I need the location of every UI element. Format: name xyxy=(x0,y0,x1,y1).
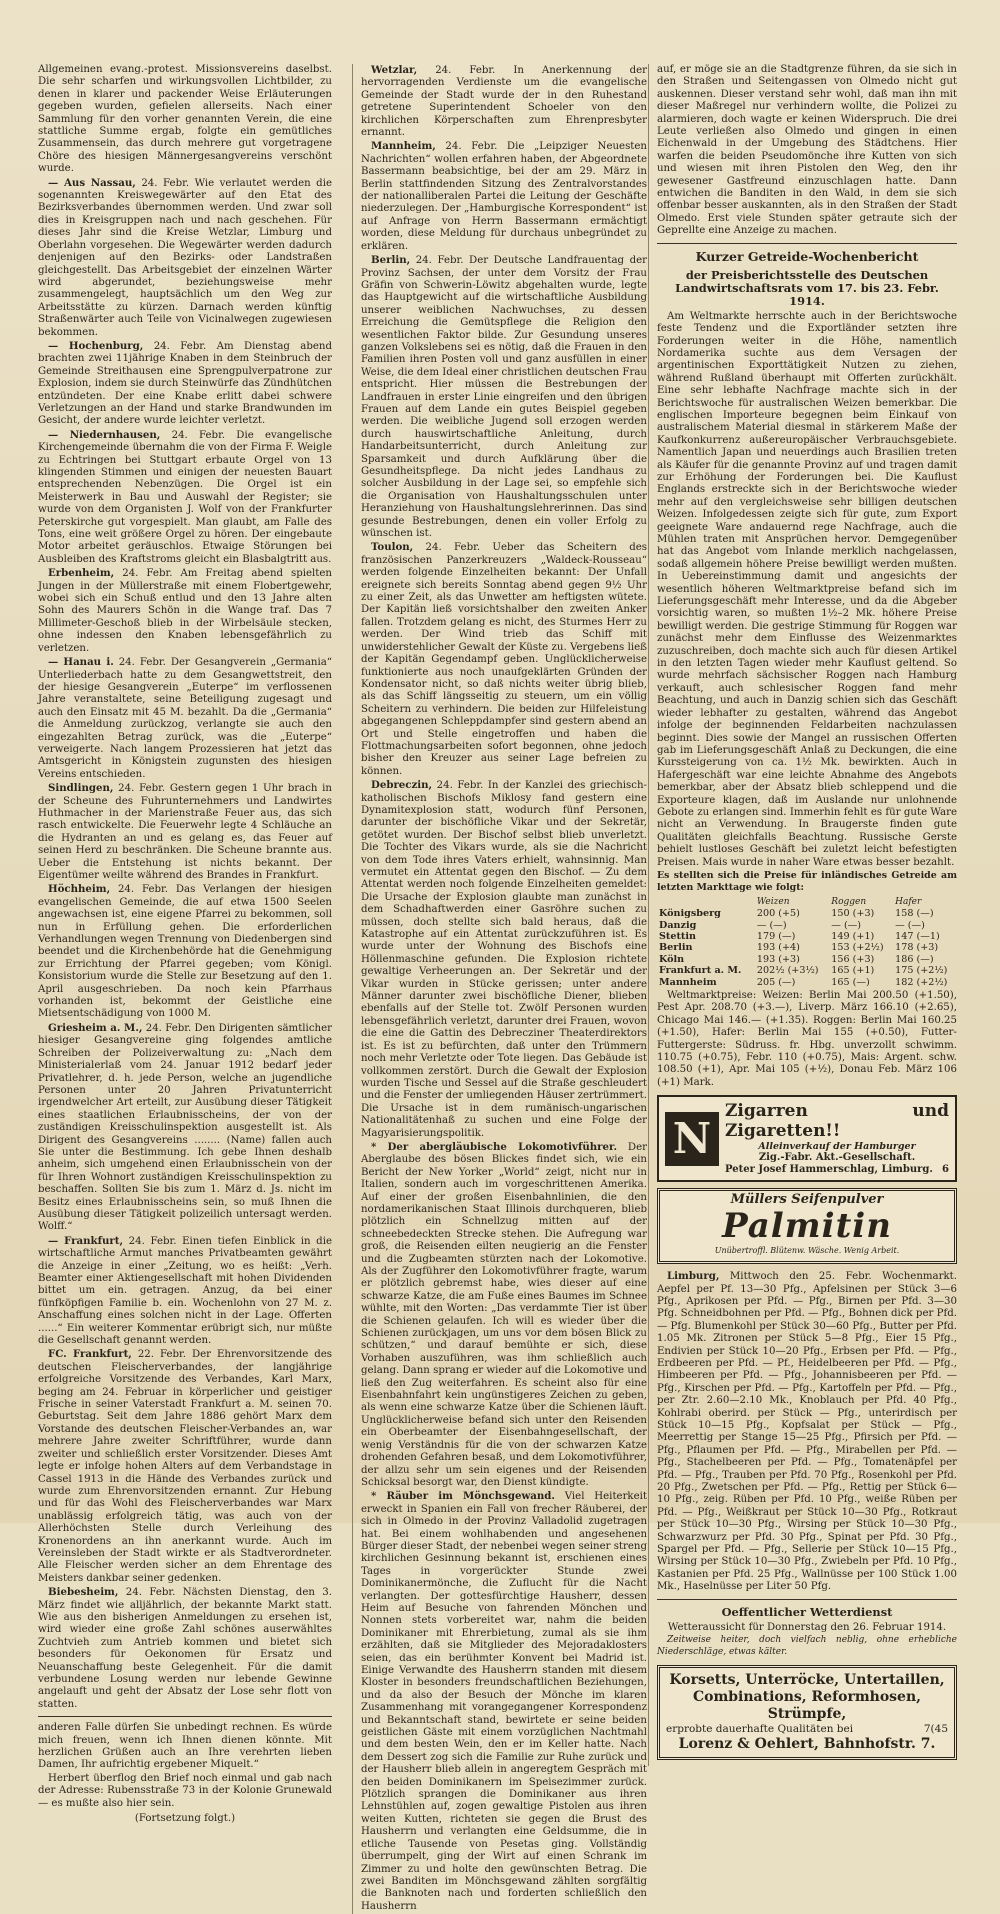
ad-brand: Palmitin xyxy=(722,1205,892,1246)
weather-subtitle: Wetteraussicht für Donnerstag den 26. Februar 1914. xyxy=(667,1621,947,1633)
article-text: 24. Febr. Ueber das Scheitern des französischen Panzerkreuzers „Waldeck-Rousseau“ werden folgende Einzelheiten bekannt: Der Unfall ereignete sich bereits Sonntag abend gegen 9½ Uhr zu einer Zeit, als das Unwetter am heftigsten wütete. Der Kapitän ließ vorsichtshalber den zweiten Anker fallen. Trotzdem gelang es nicht, des Sturmes Herr zu werden. Der Wind trieb das Schiff mit unwiderstehlicher Gewalt der Küste zu. Vergebens ließ der Kapitän Gegendampf geben. Unglücklicherweise funktionierte aus noch unaufgeklärten Gründen der Kondensator nicht, so daß nichts weiter übrig blieb, als das Schiff längsseitig zu steuern, um ein völlig Scheitern zu verhindern. Die beiden zur Hilfeleistung abgegangenen Schleppdampfer sind gestern abend an Ort und Stelle eingetroffen und haben die Flottmachungsarbeiten sofort begonnen, ohne jedoch bisher den Kreuzer aus seiner Lage befreien zu können. xyxy=(361,542,647,777)
article-place: — Frankfurt, xyxy=(48,1234,124,1247)
article-item xyxy=(361,254,647,540)
table-cell: 202½ (+3½) xyxy=(756,965,819,977)
article-text: 24. Febr. Die „Leipziger Neuesten Nachrichten“ wollen erfahren haben, der Abgeordnete Bassermann beabsichtige, bei der am 29. März in Berlin stattfindenden Sitzung des Zentralvorstandes der nationalliberalen Partei die Leitung der Geschäfte niederzulegen. Der „Hamburgische Korrespondent“ ist auf Anfrage von Herrn Bassermann ermächtigt worden, diese Meldung für durchaus unbegründet zu erklären. xyxy=(361,141,647,252)
table-header-row xyxy=(657,897,957,908)
table-cell: 147 (—1) xyxy=(895,931,940,942)
table-row xyxy=(657,931,957,942)
novel-text: Herbert überflog den Brief noch einmal und gab nach der Adresse: Rubensstraße 73 in der Kolonie Grunewald — es mußte also hier sein. xyxy=(38,1772,332,1809)
article-item xyxy=(38,1235,332,1348)
table-cell: 156 (+3) xyxy=(831,953,875,965)
article-text: 24. Febr. Der Gesangverein „Germania“ Unterliederbach hatte zu dem Gesangwettstreit, den der hiesige Gesangverein „Euterpe“ im verflossenen Jahre veranstaltete, seine Beteiligung zugesagt und auch den Einsatz mit 45 M. bezahlt. Da die „Germania“ die Anmeldung zurückzog, verlangte sie auch den eingezahlten Betrag zurück, was die „Euterpe“ verweigerte. Nach langem Prozessieren hat jetzt das Amtsgericht in Königstein zugunsten des hiesigen Vereins entschieden. xyxy=(38,657,332,780)
article-text: 24. Febr. Gestern gegen 1 Uhr brach in der Scheune des Fuhrunternehmers und Landwirtes Huthmacher in der Marienstraße Feuer aus, das sich rasch entwickelte. Die Feuerwehr legte 4 Schläuche an die Hydranten an und es gelang es, das Feuer auf seinen Herd zu beschränken. Die Scheune brannte aus. Ueber die Entstehung ist nichts bekannt. Der Eigentümer weilte während des Brandes in Frankfurt. xyxy=(38,783,332,881)
article-place: — Aus Nassau, xyxy=(48,176,136,189)
table-cell: 178 (+3) xyxy=(895,942,939,954)
article-text: Allgemeinen evang.-protest. Missionsvereins daselbst. Die sehr scharfen und wirkungsvollen Lichtbilder, zu denen in klarer und packender Weise Erläuterungen gegeben wurden, gefielen allerseits. Nach einer Sammlung für den vorher genannten Verein, die eine stattliche Summe ergab, folgte ein gemütliches Zusammensein, das durch mehrere gut vorgetragene Chöre des hiesigen Männergesangvereins verschönt wurde. xyxy=(38,64,332,175)
ad-line: Korsetts, Unterröcke, Untertaillen, xyxy=(669,1671,945,1688)
table-cell: Danzig xyxy=(659,919,697,931)
market-text: Mittwoch den 25. Febr. Wochenmarkt. Aepfel per Pf. 13—30 Pfg., Apfelsinen per Stück 3—6 Pfg., Aprikosen per Pfd. — Pfg., Birnen per Pfd. 3—30 Pfg. Schneidbohnen per Pfd. — Pfg., Bohnen dick per Pfd. — Pfg. Blumenkohl per Stück 30—60 Pfg., Butter per Pfd. 1.05 Mk. Zitronen per Stück 5—8 Pfg., Eier 15 Pfg., Endivien per Stück 10—20 Pfg., Erbsen per Pfd. — Pfg., Erdbeeren per Pfd. — Pf., Heidelbeeren per Pfd. — Pfg., Himbeeren per Pfd. — Pfg., Johannisbeeren per Pfd. — Pfg., Kirschen per Pfd. — Pfg., Kartoffeln per Pfd. — Pfg., per Ztr. 2.60—2.10 Mk., Knoblauch per Pfd. 40 Pfg., Kohlrabi oberird. per Stück — Pfg., unterirdisch per Stück 10—15 Pfg., Kopfsalat per Stück — Pfg., Meerrettig per Stange 15—25 Pfg., Pfirsich per Pfd. — Pfg., Pflaumen per Pfd. — Pfg., Mirabellen per Pfd. — Pfg., Stachelbeeren per Pfd. — Pfg., Tomatenäpfel per Pfd. — Pfg., Trauben per Pfd. 70 Pfg., Rosenkohl per Pfd. 20 Pfg., Zwetschen per Pfd. — Pfg., Rettig per Stück 6—10 Pfg., zeig. Rüben per Pfd. 10 Pfg., weiße Rüben per Pfd. — Pfg., Weißkraut per Stück 10—30 Pfg., Rotkraut per Stück 10—30 Pfg., Wirsing per Stück 10—30 Pfg., Schwarzwurz per Pfd. 30 Pfg., Spinat per Pfd. 30 Pfg., Spargel per Pfd. — Pfg., Sellerie per Stück 10—15 Pfg., Wirsing per Stück 10—30 Pfg., Zwiebeln per Pfd. 10 Pfg., Kastanien per Pfd. 25 Pfg., Wallnüsse per 100 Stück 1.00 Mk., Haselnüsse per Liter 50 Pfg. xyxy=(657,1271,957,1593)
cigar-advertisement xyxy=(657,1095,957,1182)
table-cell: Frankfurt a. M. xyxy=(659,965,742,977)
article-place: Höchheim, xyxy=(48,883,111,896)
article-place: Debreczin, xyxy=(371,779,433,792)
column-2 xyxy=(352,64,647,1914)
table-cell: 182 (+2½) xyxy=(895,976,948,988)
article-item xyxy=(361,541,647,778)
article-text: auf, er möge sie an die Stadtgrenze führen, da sie sich in den Straßen und Seitengassen von Olmedo nicht gut auskennen. Dieser verstand sehr wohl, daß man ihn mit dieser Maßregel nur verhindern wollte, die Polizei zu alarmieren, doch wagte er keinen Widerspruch. Die drei Leute verließen also Olmedo und gingen in einen Eichenwald in der Umgebung des Städtchens. Hier warfen die beiden Pseudomönche ihre Kutten von sich und wiesen mit ihren Pistolen den Weg, den ihr gewesener Gastfreund einzuschlagen hatte. Dann entwichen die Banditen in den Wald, in dem sie sich offenbar besser auskannten, als in den Straßen der Stadt Olmedo. Erst viele Stunden später getraute sich der Geprellte eine Anzeige zu machen. xyxy=(657,64,957,237)
article-item xyxy=(38,1022,332,1234)
table-cell: — (—) xyxy=(756,919,787,931)
article-item xyxy=(38,429,332,566)
article-text: 22. Febr. Der Ehrenvorsitzende des deutschen Fleischerverbandes, der langjährige erfolgreiche Vorsitzende des Verbandes, Karl Marx, beging am 24. Februar in körperlicher und geistiger Frische in seiner Vaterstadt Frankfurt a. M. seinen 70. Geburtstag. Seit dem Jahre 1886 gehört Marx dem Vorstande des deutschen Fleischer-Verbandes an, war mehrere Jahre zweiter Schriftführer, wurde dann zweiter und schließlich erster Vorsitzender. Dieses Amt legte er infolge hohen Alters auf dem Verbandstage in Cassel 1913 in die Hände des Verbandes zurück und wurde zum Ehrenvorsitzenden ernannt. Zur Hebung und für das Wohl des Fleischerverbandes war Marx unablässig erfolgreich tätig, was auch von der Allerhöchsten Stelle durch Verleihung des Kronenordens an ihn anerkannt wurde. Auch im Vereinsleben der Stadt wirkte er als Stadtverordneter. Alle Fleischer werden sicher an dem Ehrentage des Meisters dankbar seiner gedenken. xyxy=(38,1349,332,1584)
table-cell: 158 (—) xyxy=(895,908,934,920)
article-place: Wetzlar, xyxy=(371,64,418,76)
ad-line: Unübertroffl. Blütenw. Wäsche. Wenig Arbeit. xyxy=(714,1245,900,1255)
ad-title: Zigarren und Zigaretten!! xyxy=(725,1101,949,1142)
ad-line-row xyxy=(666,1723,948,1736)
table-header: Hafer xyxy=(895,896,922,907)
table-cell: 150 (+3) xyxy=(831,908,875,920)
article-text: Viel Heiterkeit erweckt in Spanien ein Fall von frecher Räuberei, der sich in Olmedo in der Provinz Valladolid zugetragen hat. Bei einem wohlhabenden und angesehenen Bürger dieser Stadt, der nebenbei wegen seiner streng kirchlichen Gesinnung bekannt ist, erschienen eines Tages in vorgerückter Stunde zwei Dominikanermönche, die Zuflucht für die Nacht verlangten. Der gottesfürchtige Hausherr, dessen Heim auf Besuche von fahrenden Mönchen und Nonnen stets vorbereitet war, nahm die beiden Dominikaner mit Ehrerbietung, zumal als sie ihm erzählten, daß sie Mitglieder des Mejoradaklosters seien, das ein berühmter Konvent bei Madrid ist. Einige Verwandte des Hausherrn standen mit diesem Kloster in besonders freundschaftlichen Beziehungen, und da also der Besuch der Mönche im klaren Zusammenhang mit vorangegangener Korrespondenz und Bekanntschaft stand, bewirtete er seine beiden geistlichen Gäste mit einem vorzüglichen Nachtmahl und dem besten Wein, den er im Keller hatte. Nach dem Dessert zog sich die Familie zur Ruhe zurück und der Hausherr blieb allein in angeregtem Gespräch mit den beiden Dominikanern im Speisezimmer zurück. Plötzlich sprangen die Dominikaner aus ihren Lehnstühlen auf, zogen gewaltige Pistolen aus ihren weiten Kutten, richteten sie gegen die Brust des Hausherrn und verlangten eine Geldsumme, die in etliche Tausende von Pesetas ging. Vollständig überrumpelt, ging der Wirt auf einen Schrank im Zimmer zu und holte den gewünschten Betrag. Die zwei Banditen im Mönchsgewand zählten sorgfältig die Banknoten nach und forderten schließlich den Hausherrn xyxy=(361,1491,648,1912)
ad-line: Lorenz & Oehlert, Bahnhofstr. 7. xyxy=(678,1735,936,1752)
soap-advertisement xyxy=(657,1188,957,1264)
table-cell: 193 (+3) xyxy=(756,953,800,965)
article-place: Toulon, xyxy=(371,541,414,554)
article-item xyxy=(38,656,332,781)
table-cell: 175 (+2½) xyxy=(895,965,948,977)
article-item xyxy=(361,140,647,253)
article-text: 24. Febr. Wie verlautet werden die sogenannten Kreiswegewärter auf den Etat des Bezirksverbandes übernommen werden. Und zwar soll dies in Kreisgruppen nach und nach geschehen. Für dieses Jahr sind die Kreise Wetzlar, Limburg und Oberlahn vorgesehen. Die Wegewärter werden dadurch denjenigen auf den Bezirks- oder Landstraßen gleichgestellt. Das Arbeitsgebiet der einzelnen Wärter wird abgerundet, beziehungsweise mehr zusammengelegt, hauptsächlich um den Weg zur Arbeitsstätte zu kürzen. Darnach werden künftig Straßenwärter auch Teile von Vicinalwegen zugewiesen bekommen. xyxy=(38,177,332,338)
article-place: Berlin, xyxy=(371,254,411,267)
table-cell: 193 (+4) xyxy=(756,942,800,954)
ad-line: Strümpfe, xyxy=(767,1705,847,1722)
article-text: 24. Febr. Das Verlangen der hiesigen evangelischen Gemeinde, die auf etwa 1500 Seelen angewachsen ist, eine eigene Pfarrei zu bekommen, soll nun in Erfüllung gehen. Die erforderlichen Verhandlungen wegen Trennung von Diedenbergen sind beendet und die Kirchenbehörde hat die Genehmigung zur Errichtung der Pfarrei gegeben; vom Königl. Konsistorium wurde die Stelle zur Besetzung auf den 1. April ausgeschrieben. Da noch kein Pfarrhaus vorhanden ist, bekommt der Geistliche eine Mietsentschädigung von 1000 M. xyxy=(38,884,332,1020)
table-cell: Mannheim xyxy=(659,976,717,988)
table-row xyxy=(657,954,957,965)
article-text: 24. Febr. Am Dienstag abend brachten zwei 11jährige Knaben in dem Steinbruch der Gemeinde Streithausen eine Sprengpulverpatrone zur Explosion, indem sie durch Steinwürfe das Zündhütchen entzündeten. Der eine Knabe erlitt dabei schwere Verletzungen an der Hand und starke Brandwunden im Gesicht, der andere wurde leichter verletzt. xyxy=(38,340,332,427)
article-title: * Räuber im Mönchsgewand. xyxy=(371,1490,555,1503)
table-cell: 165 (—) xyxy=(831,976,870,988)
market-item xyxy=(657,1270,957,1594)
article-place: Mannheim, xyxy=(371,140,436,153)
table-row xyxy=(657,920,957,931)
table-cell: 153 (+2½) xyxy=(831,942,884,954)
table-header: Weizen xyxy=(756,896,790,907)
table-cell: Stettin xyxy=(659,931,696,942)
article-item xyxy=(38,782,332,882)
market-report-title: Kurzer Getreide-Wochenbericht xyxy=(695,248,919,264)
table-cell: 205 (—) xyxy=(756,976,796,988)
ad-number: 7(45 xyxy=(923,1722,948,1735)
table-cell: 186 (—) xyxy=(895,953,934,965)
table-cell: 149 (+1) xyxy=(831,931,875,942)
table-header xyxy=(657,897,755,908)
weather-title: Oeffentlicher Wetterdienst xyxy=(721,1604,893,1619)
table-cell: 179 (—) xyxy=(756,931,796,942)
table-row xyxy=(657,977,957,988)
article-place: Limburg, xyxy=(667,1270,720,1283)
ad-line: Zig.-Fabr. Akt.-Gesellschaft. xyxy=(758,1152,916,1164)
corset-advertisement xyxy=(657,1665,957,1760)
article-text: 24. Febr. Am Freitag abend spielten Jungen in der Müllerstraße mit einem Flobertgewehr, wobei sich ein Schuß entlud und den 13 Jahre alten Sohn des Maurers Schön in die Wange traf. Das 7 Millimeter-Geschoß blieb in der Wirbelsäule stecken, ohne indessen den Knaben lebensgefährlich zu verletzen. xyxy=(38,568,332,654)
ad-line-row xyxy=(725,1164,949,1176)
novel-text: anderen Falle dürfen Sie unbedingt rechnen. Es würde mich freuen, wenn ich Ihnen dienen könnte. Mit herzlichen Grüßen auch an Ihre verehrten lieben Damen, Ihr aufrichtig ergebener Miquelt.“ xyxy=(38,1722,332,1771)
article-place: — Hanau i. xyxy=(48,656,114,669)
ad-line: Peter Josef Hammerschlag, Limburg. xyxy=(725,1164,933,1176)
article-place: Biebesheim, xyxy=(48,1586,119,1599)
table-cell: — (—) xyxy=(895,919,925,931)
ad-line: Müllers Seifenpulver xyxy=(730,1192,884,1208)
article-item xyxy=(38,340,332,428)
article-place: — Hochenburg, xyxy=(48,339,144,352)
article-place: FC. Frankfurt, xyxy=(48,1348,132,1361)
article-item xyxy=(38,1586,332,1711)
article-place: Erbenheim, xyxy=(48,567,115,580)
table-row xyxy=(657,942,957,953)
column-3 xyxy=(648,64,957,1766)
article-item xyxy=(361,1141,647,1489)
world-market-prices: Weltmarktpreise: Weizen: Berlin Mai 200.50 (+1.50), Pest Apr. 208.70 (+3.—), Liverp. März 166.10 (+2.65), Chicago Mai 146.— (+1.35). Roggen: Berlin Mai 160.25 (+1.50), Hafer: Berlin Mai 155 (+0.50), Futter-Futtergerste: Südruss. fr. Hbg. unverzollt schwimm. 110.75 (+0.75), Febr. 110 (+0.75), Mais: Argent. schw. 108.50 (+1), Apr. Mai 105 (+½), Donau Feb. März 106 (+1) Mark. xyxy=(657,990,957,1088)
table-cell: — (—) xyxy=(831,919,862,931)
weather-text: Zeitweise heiter, doch vielfach neblig, ohne erhebliche Niederschläge, etwas kälter. xyxy=(657,1635,957,1658)
table-cell: 165 (+1) xyxy=(831,965,875,977)
table-cell: 200 (+5) xyxy=(756,908,800,920)
article-text: Der Aberglaube des bösen Blickes findet sich, wie ein Bericht der New Yorker „World“ zeigt, nicht nur in Italien, sondern auch im vorgeschrittenen Amerika. Auf einer der großen Eisenbahnlinien, die den nordamerikanischen Staat Illinois durchqueren, blieb plötzlich ein Schnellzug mitten auf der schneebedeckten Strecke stehen. Die Aufregung war groß, die Reisenden eilten neugierig an die Fenster und die Zugbeamten stürzten nach der Lokomotive. Als der Zugführer den Lokomotivführer fragte, warum er plötzlich gebremst habe, wies dieser auf eine schwarze Katze, die am Fuße eines Baumes im Schnee wühlte, mit den Worten: „Das verdammte Tier ist über die Schienen gelaufen. Ich will es wieder über die Schienen zurückjagen, um uns vor dem bösen Blick zu schützen,“ und darauf bemühte er sich, diese Vorhaben auszuführen, was ihm schließlich auch gelang. Dann sprang er wieder auf die Lokomotive und ließ den Zug weiterfahren. Es scheint also für eine Eisenbahnfahrt kein ungünstigeres Zeichen zu geben, als wenn eine schwarze Katze über die Schienen läuft. Unglücklicherweise befand sich unter den Reisenden ein Oberbeamter der Eisenbahngesellschaft, der wenig Verständnis für die von der schwarzen Katze drohenden Gefahren besaß, und dem Lokomotivführer, der allzu sehr um sein eigenes und der Reisenden Schicksal besorgt war, den Dienst kündigte. xyxy=(361,1141,647,1488)
article-item xyxy=(361,64,647,139)
article-text: 24. Febr. In Anerkennung der hervorragenden Verdienste um die evangelische Gemeinde der Stadt wurde der in den Ruhestand getretene Superintendent Schoeler von den kirchlichen Körperschaften zum Ehrenpresbyter ernannt. xyxy=(361,65,647,139)
column-1 xyxy=(38,64,332,1825)
price-table xyxy=(657,897,957,988)
table-cell: Köln xyxy=(659,953,685,965)
market-report-text: Am Weltmarkte herrschte auch in der Berichtswoche feste Tendenz und die Exportländer setzten ihre Forderungen weiter in die Höhe, namentlich Nordamerika suchte aus dem Versagen der argentinischen Exporttätigkeit Nutzen zu ziehen, während Rußland überhaupt mit Offerten zurückhält. Eine sehr lebhafte Nachfrage machte sich in der Berichtswoche für australischen Weizen bemerkbar. Die englischen Importeure begegnen beim Einkauf von australischem Material diesmal in stärkerem Maße der Kaufkonkurrenz außereuropäischer Verbrauchsgebiete. Namentlich Japan und neuerdings auch Brasilien treten als Käufer für die genannte Provinz auf und tragen damit zur Erhöhung der Forderungen bei. Die Kauflust Englands erstreckte sich in der Berichtswoche wieder mehr auf den vergleichsweise sehr billigen deutschen Weizen. Infolgedessen zeigte sich für gute, zum Export geeignete Ware andauernd rege Nachfrage, auch die Mühlen traten mit Ansprüchen hervor. Demgegenüber hat das Angebot vom Inlande merklich nachgelassen, sodaß allgemein höhere Preise bewilligt werden mußten. In Uebereinstimmung damit und angesichts der wesentlich höheren Weltmarktpreise befand sich im Lieferungsgeschäft mehr Interesse, und da die Abgeber vorsichtig waren, so mußten 1½–2 Mk. höhere Preise bewilligt werden. Die gestrige Stimmung für Roggen war zunächst mehr dem Einflusse des Weizenmarktes zuzuschreiben, doch machte sich auch für diesen Artikel in den letzten Tagen wieder mehr Kauflust geltend. So wurde mehrfach sächsischer Roggen nach Hamburg verkauft, auch schlesischer Roggen fand mehr Beachtung, und auch in Danzig schien sich das Geschäft wieder lebhafter zu gestalten, während das Angebot infolge der beginnenden Feldarbeiten nachzulassen beginnt. Dies sowie der Mangel an russischen Offerten gab im Lieferungsgeschäft Anlaß zu Deckungen, die eine Kurssteigerung von ca. 1½ Mk. bewirkten. Auch in Hafergeschäft war eine leichte Abnahme des Angebots bemerkbar, aber der Absatz blieb schleppend und die Exporteure klagen, daß im Auslande nur unlohnende Gebote zu erlangen sind. Immerhin fehlt es für gute Ware nicht an Verwendung. In Braugerste finden gute Qualitäten gleichfalls Beachtung. Russische Gerste behielt lustloses Geschäft bei zuletzt leicht befestigten Preisen. Mais wurde in naher Ware etwas besser bezahlt. xyxy=(657,310,957,868)
divider xyxy=(657,1599,957,1600)
table-cell: Königsberg xyxy=(659,908,721,920)
article-place: Sindlingen, xyxy=(48,782,114,795)
table-header: Roggen xyxy=(831,896,867,907)
article-place: — Niedernhausen, xyxy=(48,428,161,441)
article-text: 24. Febr. Den Dirigenten sämtlicher hiesiger Gesangvereine ging folgendes amtliche Schreiben der Polizeiverwaltung zu: „Nach dem Ministerialerlaß vom 24. Januar 1912 bedarf jeder Privatlehrer, d. h. jede Person, welche an jugendliche Personen unter 20 Jahren Privatunterricht irgendwelcher Art erteilt, zur Ausübung dieser Tätigkeit eines staatlichen Erlaubnisscheins, der von der zuständigen Kreisschulinspektion ausgestellt ist. Als Dirigent des Gesangvereins ........ (Name) fallen auch Sie unter die Bestimmung. Ich gebe Ihnen deshalb anheim, sich umgehend einen Erlaubnisschein von der für Ihren Wohnort zuständigen Kreisschulinspektion zu beschaffen. Sollten Sie bis zum 1. März d. Js. nicht im Besitz eines Erlaubnisscheins sein, so muß Ihnen die Ausübung dieser Tätigkeit polizeilich untersagt werden. Wolff.“ xyxy=(38,1022,332,1233)
ad-line: Alleinverkauf der Hamburger xyxy=(758,1141,916,1153)
table-cell: Berlin xyxy=(659,942,693,954)
ad-line: Combinations, Reformhosen, xyxy=(692,1688,922,1705)
article-text: 24. Febr. Nächsten Dienstag, den 3. März findet wie alljährlich, der bekannte Markt statt. Wie aus den bisherigen Anmeldungen zu ersehen ist, wird wieder eine große Zahl schönes auserwähltes Zuchtvieh zum Antrieb kommen und bietet sich besonders für Oekonomen für Ersatz und Neuanschaffung beste Gelegenheit. Für die damit verbundene Losung werden nur lebende Gewinne angelauft und geht der Absatz der Lose sehr flott von statten. xyxy=(38,1587,332,1710)
ad-initial-letter: N xyxy=(665,1112,719,1166)
article-text: 24. Febr. In der Kanzlei des griechisch-katholischen Bischofs Miklosy fand gestern eine Dynamitexplosion statt, wodurch fünf Personen, darunter der bischöfliche Vikar und der Sekretär, getötet wurden. Der Bischof selbst blieb unverletzt. Die Tochter des Vikars wurde, als sie die Nachricht von dem Tode ihres Vaters erhielt, wahnsinnig. Man vermutet ein Attentat gegen den Bischof. — Zu dem Attentat werden noch folgende Einzelheiten gemeldet: Die Ursache der Explosion glaubte man zunächst in dem Schadhaftwerden einer Gasröhre suchen zu müssen, doch stellte sich bald heraus, daß die Katastrophe auf ein Attentat zurückzuführen ist. Es wurde unter der Wohnung des Bischofs eine Höllenmaschine gefunden. Die Explosion richtete gewaltige Verheerungen an. Der Sekretär und der Vikar wurden in Stücke gerissen; unter andere Männer darunter zwei bischöfliche Diener, blieben ebenfalls auf der Stelle tot. Zwölf Personen wurden lebensgefährlich verletzt, darunter drei Frauen, wovon die eine die Gattin des Debrecziner Theaterdirektors ist. Es ist zu befürchten, daß unter den Trümmern noch mehr Verletzte oder Tote liegen. Das Gebäude ist vollkommen zerstört. Durch die Gewalt der Explosion wurden Tische und Sessel auf die Straße geschleudert und die Fenster der umliegenden Häuser zertrümmert. Die Ursache ist in dem rumänisch-ungarischen Nationalitätenhaß zu suchen und eine Folge der Magyarisierungspolitik. xyxy=(361,780,647,1139)
article-item xyxy=(38,177,332,339)
market-report-subtitle: der Preisberichtsstelle des Deutschen Landwirtschaftsrats vom 17. bis 23. Febr. 1914. xyxy=(675,267,939,308)
table-row xyxy=(657,908,957,919)
ad-number: 6 xyxy=(942,1164,949,1176)
article-text: 24. Febr. Einen tiefen Einblick in die wirtschaftliche Armut manches Privatbeamten gewährt die Anzeige in einer „Zeitung, wo es heißt: „Verh. Beamter einer Aktiengesellschaft mit hohen Dividenden bittet um ein. getragen. Anzug, da bei einer fünfköpfigen Familie b. ein. Wochenlohn von 27 M. z. Anschaffung eines solchen nicht in der Lage. Offerten ......“ Ein weiterer Kommentar erübrigt sich, nur müßte die Gesellschaft genannt werden. xyxy=(38,1235,332,1347)
article-item xyxy=(38,1348,332,1585)
article-title: * Der abergläubische Lokomotivführer. xyxy=(371,1140,617,1153)
price-table-intro: Es stellten sich die Preise für inländisches Getreide am letzten Markttage wie folgt: xyxy=(657,869,957,894)
table-row xyxy=(657,965,957,976)
article-text: 24. Febr. Der Deutsche Landfrauentag der Provinz Sachsen, der unter dem Vorsitz der Frau Gräfin von Schwerin-Löwitz abgehalten wurde, legte das Hauptgewicht auf die wirtschaftliche Ausbildung unserer weiblichen Nachwuchses, zu dessen Erreichung die Gemütspflege die Religion den wesentlichen Faktor bilde. Zur Gesundung unseres ganzen Volkslebens sei es nötig, daß die Frauen in den Familien ihren Posten voll und ganz ausfüllen in einer Weise, die dem Ideal einer christlichen deutschen Frau entspricht. Hier müssen die Bestrebungen der Landfrauen in erster Linie eingreifen und den übrigen Frauen auf dem Lande ein gutes Beispiel gegeben werden. Die weibliche Jugend soll erzogen werden durch hauswirtschaftliche Anleitung, durch Handarbeitsunterricht, durch Anleitung zur Sparsamkeit und durch Aufklärung über die Gesundheitspflege. Da nicht jedes Landhaus zu solcher Ausbildung in der Lage sei, so empfehle sich die Organisation von Haushaltungsschulen unter Heranziehung von Haushaltungslehrerinnen. Das sind gesunde Bestrebungen, denen ein voller Erfolg zu wünschen ist. xyxy=(361,255,647,540)
continuation-note: (Fortsetzung folgt.) xyxy=(134,1813,236,1825)
divider xyxy=(657,243,957,244)
article-text: 24. Febr. Die evangelische Kirchengemeinde übernahm die von der Firma F. Weigle zu Echtringen bei Stuttgart erbaute Orgel von 13 klingenden Stimmen und einigen der neuesten Bauart entsprechenden Nebenzügen. Die Orgel ist ein Meisterwerk in Bau und Auswahl der Register; sie wurde von dem Organisten J. Wolf von der Frankfurter Peterskirche gut vorgespielt. Man glaubt, am Falle des Tons, eine weit größere Orgel zu hören. Der eingebaute Motor arbeitet geräuschlos. Etwaige Störungen bei Ausbleiben des Kraftstroms gleicht ein Blasbalgtritt aus. xyxy=(38,429,332,565)
article-item xyxy=(361,779,647,1140)
article-item xyxy=(361,1490,647,1913)
article-place: Griesheim a. M., xyxy=(48,1021,143,1034)
article-item xyxy=(38,883,332,1020)
article-item xyxy=(38,567,332,655)
divider xyxy=(38,1716,332,1717)
ad-line: erprobte dauerhafte Qualitäten bei xyxy=(666,1722,854,1735)
